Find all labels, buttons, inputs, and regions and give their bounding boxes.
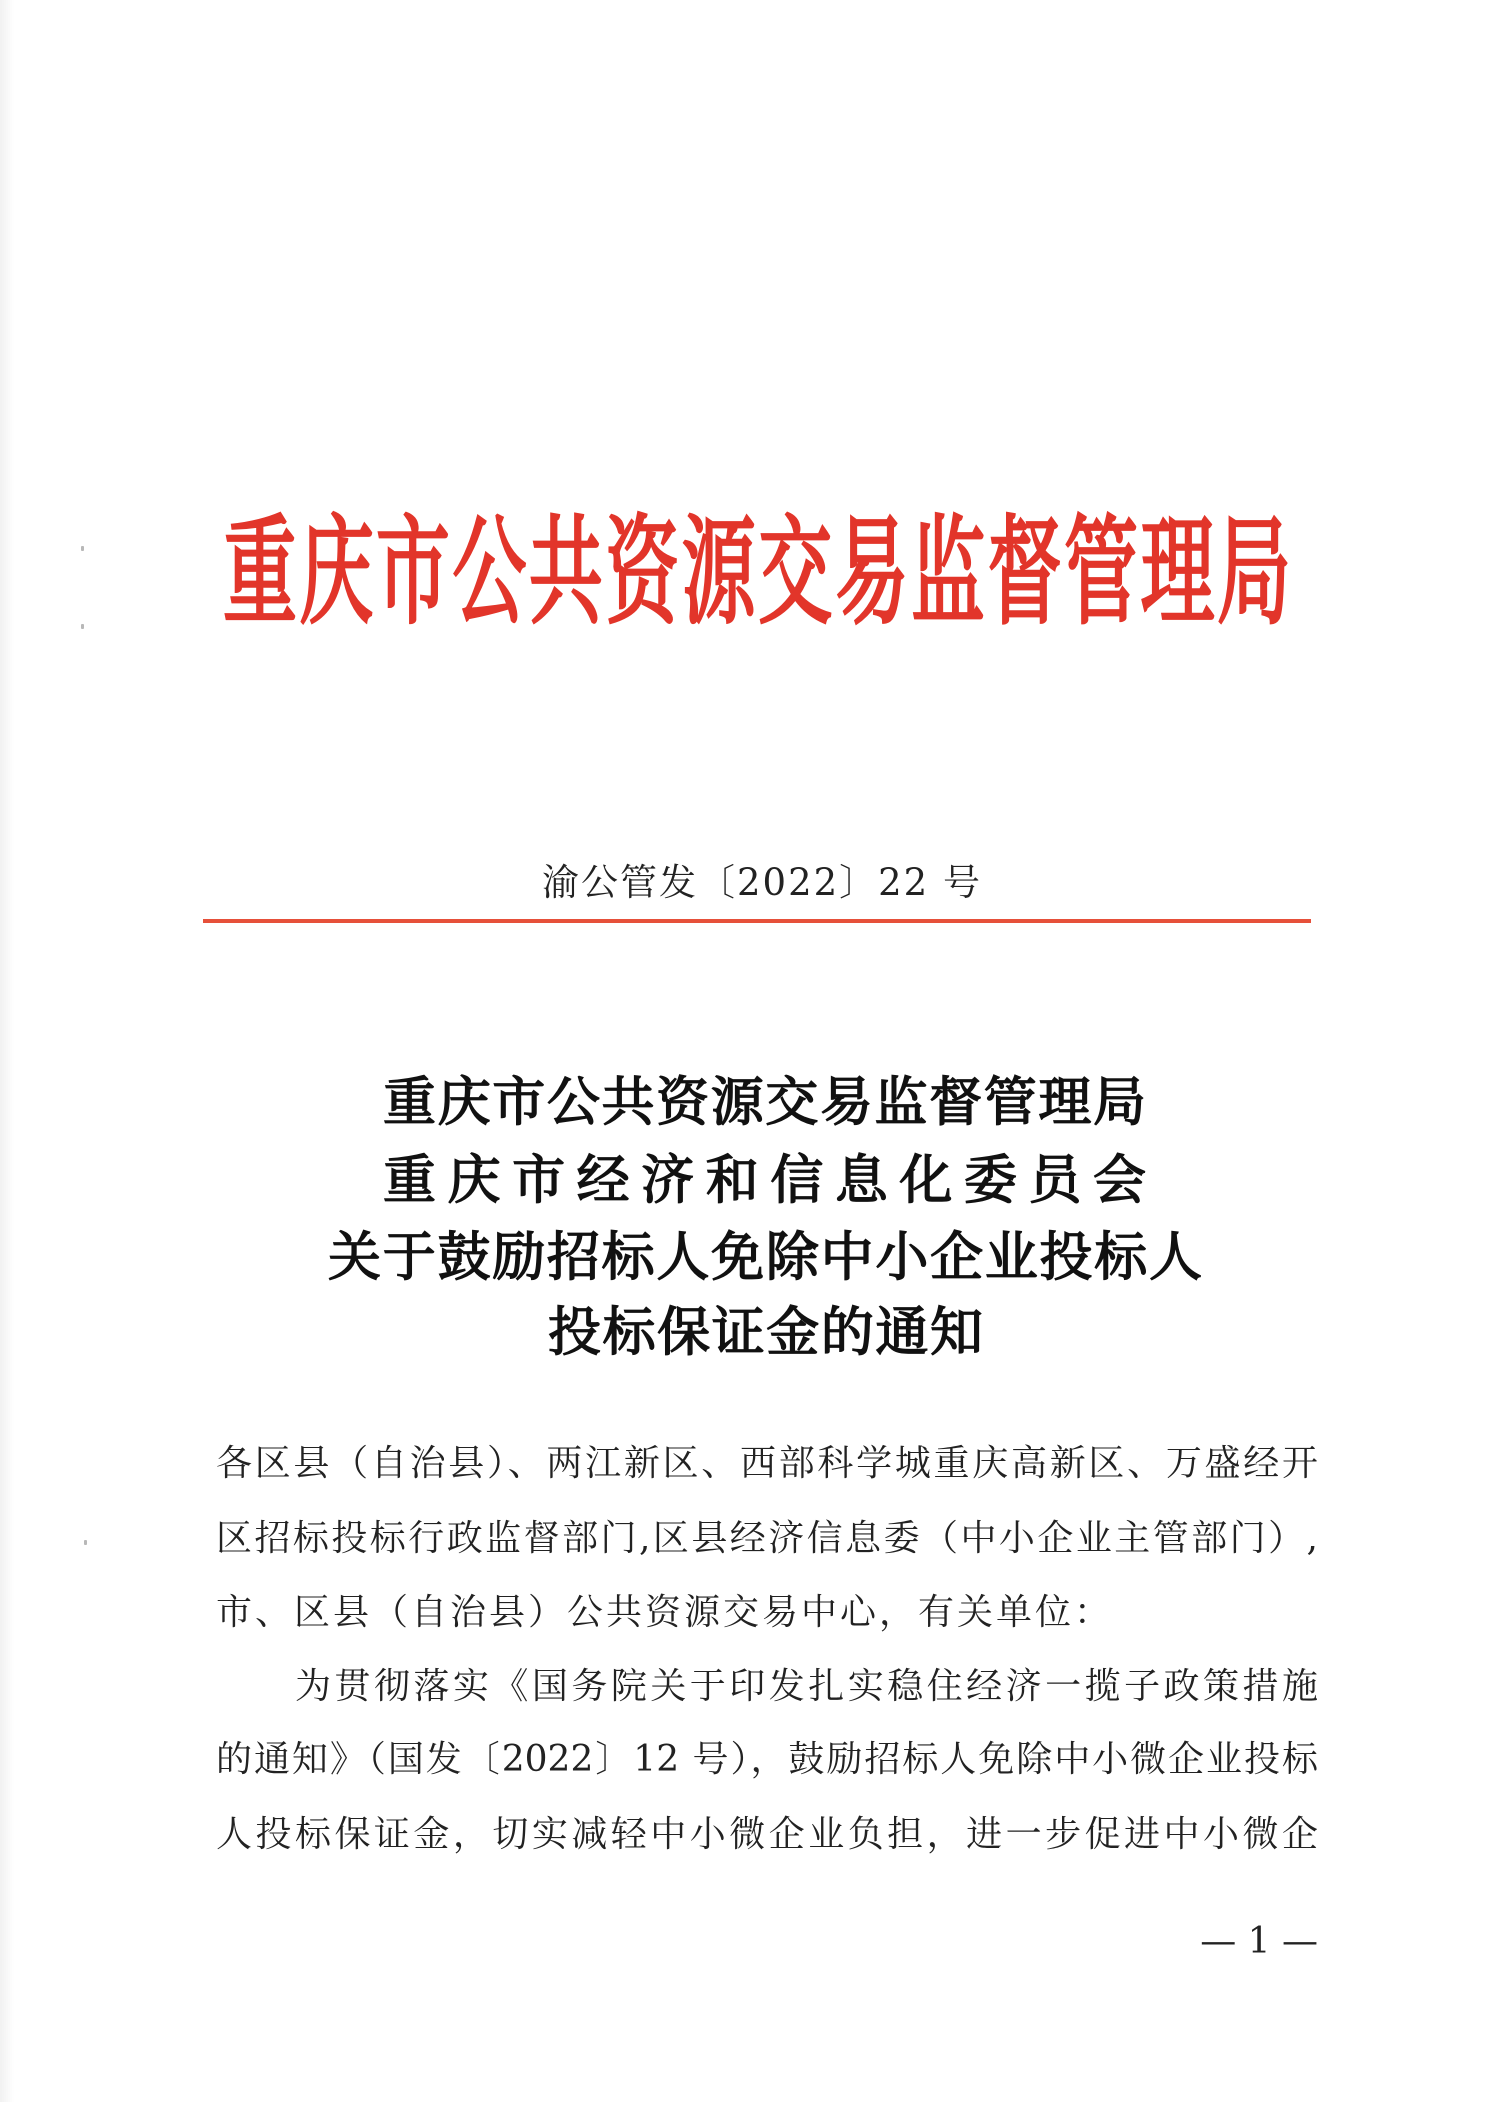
red-divider-line: [203, 919, 1311, 923]
addressee-line: 区招标投标行政监督部门,区县经济信息委（中小企业主管部门）,: [216, 1518, 1318, 1559]
paragraph-line: 人投标保证金，切实减轻中小微企业负担，进一步促进中小微企: [216, 1814, 1318, 1855]
scan-speck: [84, 1540, 87, 1545]
title-line: 投标保证金的通知: [548, 1301, 983, 1363]
issuing-authority-header: 重庆市公共资源交易监督管理局: [223, 504, 1291, 642]
addressee-line: 市、区县（自治县）公共资源交易中心，有关单位：: [216, 1592, 1114, 1633]
scan-edge-shade: [0, 0, 14, 2102]
page-number: — 1 —: [1200, 1921, 1318, 1962]
title-line: 重庆市经济和信息化委员会: [383, 1149, 1146, 1211]
title-line: 关于鼓励招标人免除中小企业投标人: [328, 1226, 1202, 1288]
scan-speck: [81, 546, 84, 551]
title-line: 重庆市公共资源交易监督管理局: [383, 1071, 1146, 1133]
scan-speck: [81, 624, 84, 629]
paragraph-line: 的通知》（国发〔2022〕12 号），鼓励招标人免除中小微企业投标: [216, 1739, 1318, 1780]
document-number: 渝公管发〔2022〕22 号: [541, 861, 982, 904]
addressee-line: 各区县（自治县）、两江新区、西部科学城重庆高新区、万盛经开: [216, 1443, 1318, 1484]
paragraph-line: 为贯彻落实《国务院关于印发扎实稳住经济一揽子政策措施: [295, 1666, 1318, 1707]
